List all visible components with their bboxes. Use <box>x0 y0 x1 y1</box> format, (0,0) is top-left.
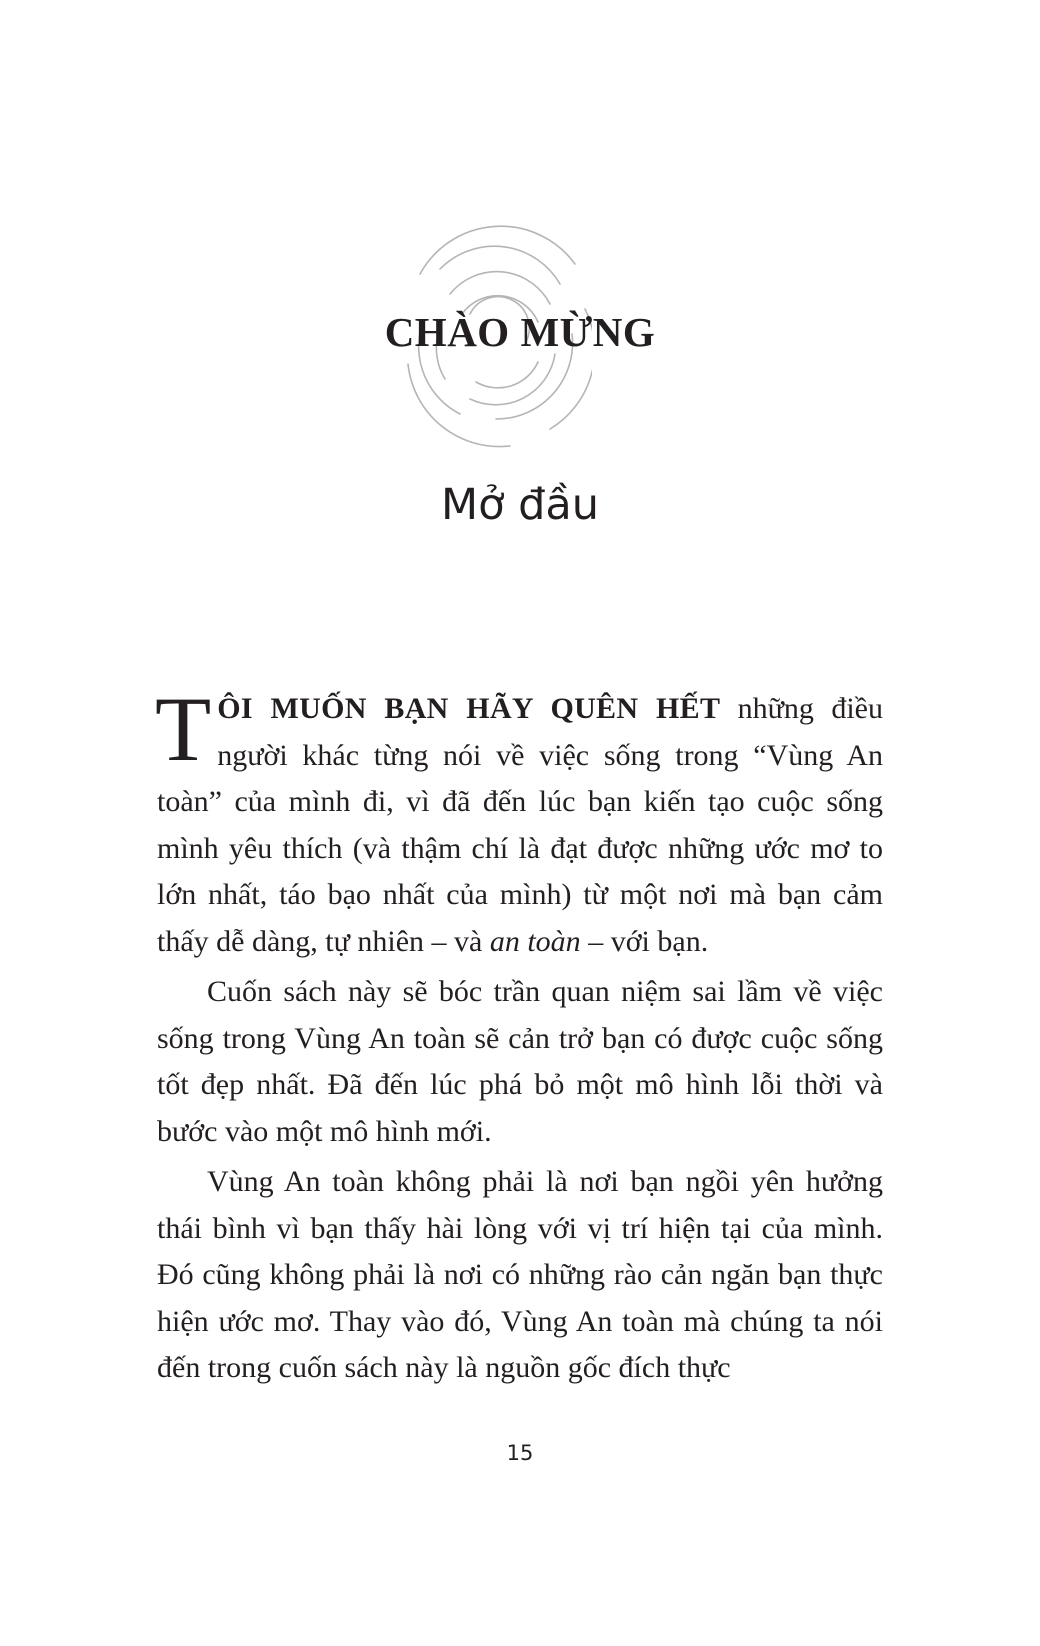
paragraph-2: Cuốn sách này sẽ bóc trần quan niệm sai lầm về việc sống trong Vùng An toàn sẽ cản trở bạn có được cuộc sống tốt đẹp nhất. Đã đến lúc phá bỏ một mô hình lỗi thời và bước vào một mô hình mới. <box>157 975 883 1148</box>
paragraph-3: Vùng An toàn không phải là nơi bạn ngồi yên hưởng thái bình vì bạn thấy hài lòng với vị trí hiện tại của mình. Đó cũng không phải là nơi có những rào cản ngăn bạn thực hiện ước mơ. Thay vào đó, Vùng An toàn mà chúng ta nói đến trong cuốn sách này là nguồn gốc đích thực <box>157 1165 883 1384</box>
paragraph-1-text-a: những điều người khác từng nói về việc sống trong “Vùng An toàn” của mình đi, vì đã đến lúc bạn kiến tạo cuộc sống mình yêu thích (và thậm chí là đạt được những ước mơ to lớn nhất, táo bạo nhất của mình) từ một nơi mà bạn cảm thấy dễ dàng, tự nhiên – và <box>157 692 883 958</box>
chapter-title: CHÀO MỪNG <box>384 309 656 355</box>
paragraph-1-text-b: – với bạn. <box>580 924 709 958</box>
section-title: Mở đầu <box>441 480 599 530</box>
body-text <box>155 678 883 1396</box>
paragraph-1-emphasis: an toàn <box>489 924 581 958</box>
paragraph-1 <box>155 678 883 965</box>
lead-in-text: ÔI MUỐN BẠN HÃY QUÊN HẾT <box>217 692 721 725</box>
page-number: 15 <box>506 1441 534 1465</box>
drop-cap: T <box>155 678 212 780</box>
